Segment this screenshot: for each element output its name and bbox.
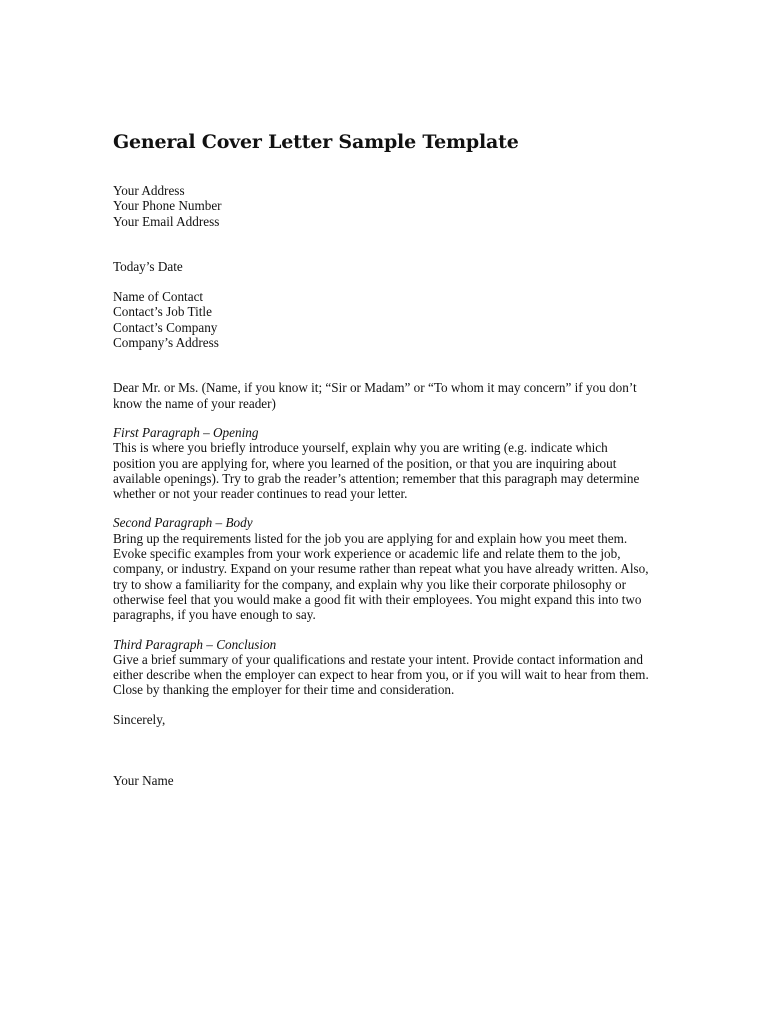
- recipient-block: [113, 289, 653, 350]
- recipient-job-title: Contact’s Job Title: [113, 304, 212, 320]
- salutation: Dear Mr. or Ms. (Name, if you know it; “Sir or Madam” or “To whom it may concern” if you don’t know the name of your reader): [113, 380, 637, 411]
- paragraph-opening: [113, 425, 653, 501]
- paragraph-body: Give a brief summary of your qualifications and restate your intent. Provide contact information and either describe when the employer can expect to hear from you, or if you will wait to hear from them. Close by thanking the employer for their time and consideration.: [113, 651, 649, 698]
- paragraph-heading: Third Paragraph – Conclusion: [113, 636, 277, 652]
- recipient-company-address: Company’s Address: [113, 335, 219, 351]
- paragraph-heading: First Paragraph – Opening: [113, 424, 259, 440]
- recipient-company: Contact’s Company: [113, 319, 218, 335]
- paragraph-body: Bring up the requirements listed for the job you are applying for and explain how you meet them. Evoke specific examples from your work experience or academic life and relate them to the job, company, or industry. Expand on your resume rather than repeat what you have already written. Also, try to show a familiarity for the company, and explain why you like their corporate philosophy or otherwise feel that you would make a good fit with their employees. You might expand this into two paragraphs, if you have enough to say.: [113, 530, 649, 623]
- paragraph-body-section: [113, 515, 653, 622]
- sender-phone: Your Phone Number: [113, 198, 222, 214]
- paragraph-heading: Second Paragraph – Body: [113, 515, 253, 531]
- sender-block: [113, 183, 653, 229]
- signature-name: Your Name: [113, 773, 174, 789]
- document-title: General Cover Letter Sample Template: [113, 131, 519, 153]
- letter-date: Today’s Date: [113, 258, 183, 274]
- recipient-name: Name of Contact: [113, 289, 204, 305]
- paragraph-conclusion: [113, 637, 653, 698]
- sender-address: Your Address: [113, 183, 185, 198]
- paragraph-body: This is where you briefly introduce yourself, explain why you are writing (e.g. indicate which position you are applying for, where you learned of the position, or that you are inquiring about available openings). Try to grab the reader’s attention; remember that this paragraph may determine whether or not your reader continues to read your letter.: [113, 440, 640, 502]
- closing: Sincerely,: [113, 711, 166, 727]
- document-page: [113, 128, 653, 788]
- sender-email: Your Email Address: [113, 213, 220, 229]
